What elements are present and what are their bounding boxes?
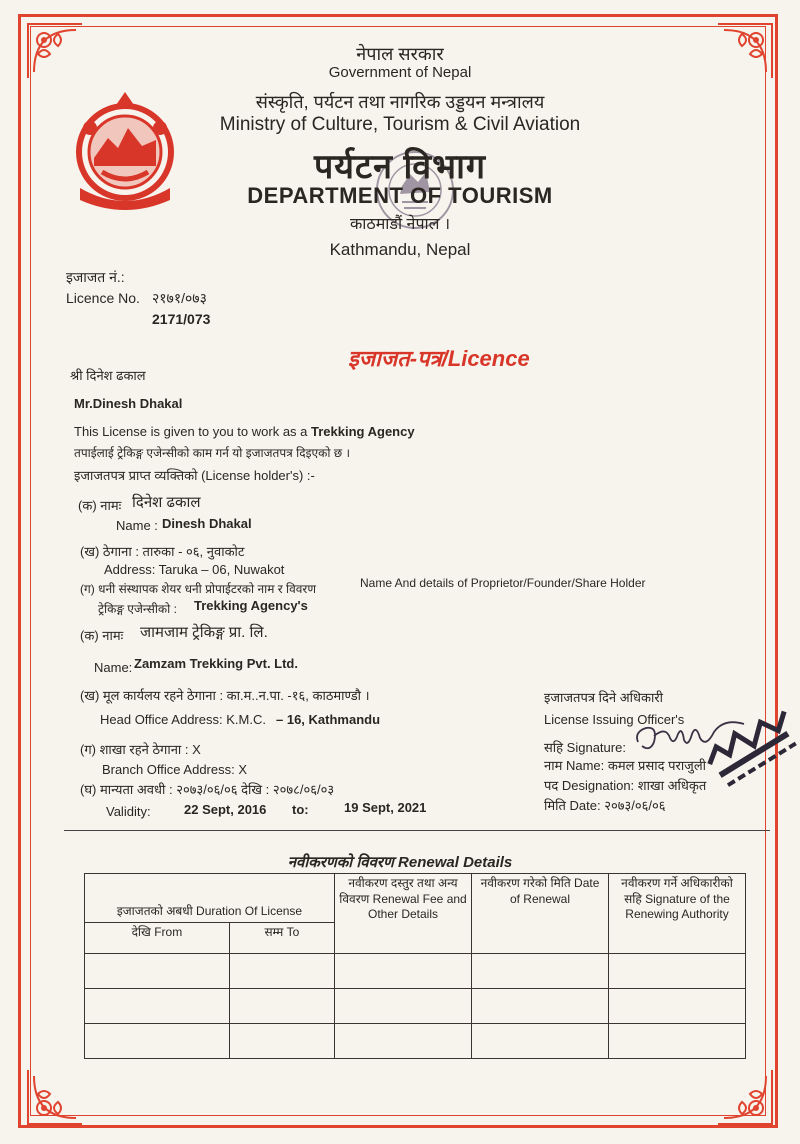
given-statement-np: तपाईलाई ट्रेकिङ्ग एजेन्सीको काम गर्न यो इजाजतपत्र दिइएको छ । bbox=[74, 446, 351, 460]
field-head-office-value: – 16, Kathmandu bbox=[276, 712, 381, 727]
department-name-np: पर्यटन विभाग bbox=[313, 148, 487, 186]
renewal-col-sign: नवीकरण गर्ने अधिकारीको सहि Signature of the Renewing Authority bbox=[609, 874, 746, 954]
field-ka-name-np: दिनेश ढकाल bbox=[132, 494, 201, 511]
table-row bbox=[85, 954, 746, 989]
given-statement-prefix: This License is given to you to work as a bbox=[74, 424, 308, 439]
renewal-col-date: नवीकरण गरेको मिति Date of Renewal bbox=[472, 874, 609, 954]
licence-title-np: इजाजत-पत्र bbox=[348, 346, 442, 371]
licence-no-label-en: Licence No. bbox=[66, 290, 140, 306]
section-divider bbox=[64, 830, 770, 831]
officer-signature-label: सहि Signature: bbox=[544, 740, 626, 755]
govt-name-np: नेपाल सरकार bbox=[356, 44, 444, 64]
field-address-en: Address: Taruka – 06, Nuwakot bbox=[104, 562, 285, 577]
field-branch-np: (ग) शाखा रहने ठेगाना : X bbox=[80, 742, 201, 757]
renewal-col-from: देखि From bbox=[85, 923, 230, 954]
field-validity-to-label: to: bbox=[292, 802, 309, 817]
licence-title-en: /Licence bbox=[441, 346, 530, 371]
field-branch-en: Branch Office Address: X bbox=[102, 762, 247, 777]
renewal-table bbox=[84, 873, 746, 1059]
holder-name-np: श्री दिनेश ढकाल bbox=[70, 368, 146, 383]
corner-ornament-icon bbox=[24, 1066, 86, 1128]
field-validity-label: Validity: bbox=[106, 804, 151, 819]
field-head-office-np: (ख) मूल कार्यलय रहने ठेगाना : का.म..न.पा. -१६, काठमाण्डौ । bbox=[80, 688, 370, 703]
licence-no-label-np: इजाजत नं.: bbox=[66, 269, 125, 285]
field-agency-np: ट्रेकिङ्ग एजेन्सीको : bbox=[98, 602, 177, 616]
licence-no-value-en: 2171/073 bbox=[152, 311, 211, 327]
table-row bbox=[85, 1024, 746, 1059]
holder-intro: इजाजतपत्र प्राप्त व्यक्तिको (License holder's) :- bbox=[74, 468, 315, 483]
corner-ornament-icon bbox=[714, 1066, 776, 1128]
field-ka-label: (क) नामः bbox=[78, 498, 122, 513]
field-agency-name-np: जामजाम ट्रेकिङ्ग प्रा. लि. bbox=[140, 624, 268, 641]
renewal-col-fee: नवीकरण दस्तुर तथा अन्य विवरण Renewal Fee and Other Details bbox=[335, 874, 472, 954]
govt-name-en: Government of Nepal bbox=[328, 64, 472, 81]
field-head-office-label: Head Office Address: K.M.C. bbox=[100, 712, 266, 727]
given-statement-role: Trekking Agency bbox=[311, 424, 415, 439]
city-np: काठमाडौं नेपाल । bbox=[349, 216, 451, 233]
renewal-title: नवीकरणको विवरण Renewal Details bbox=[287, 854, 513, 871]
licence-title bbox=[348, 343, 530, 373]
field-owner-en: Name And details of Proprietor/Founder/Share Holder bbox=[360, 576, 646, 590]
field-name-en: Dinesh Dhakal bbox=[162, 516, 252, 531]
field-name2-label: Name: bbox=[94, 660, 133, 675]
officer-title-en: License Issuing Officer's bbox=[544, 712, 685, 727]
officer-designation: पद Designation: शाखा अधिकृत bbox=[544, 778, 707, 793]
renewal-col-duration: इजाजतको अबधी Duration Of License bbox=[85, 874, 335, 923]
field-validity-np: (घ) मान्यता अवधी : २०७३/०६/०६ देखि : २०७८/०६/०३ bbox=[80, 782, 335, 797]
field-address-np: (ख) ठेगाना : तारुका - ०६, नुवाकोट bbox=[80, 544, 245, 559]
officer-title-np: इजाजतपत्र दिने अधिकारी bbox=[544, 690, 664, 705]
renewal-col-to: सम्म To bbox=[229, 923, 334, 954]
department-name-en: DEPARTMENT OF TOURISM bbox=[247, 183, 553, 208]
renewal-header-row bbox=[85, 874, 746, 923]
licence-no-value-np: २१७१/०७३ bbox=[152, 290, 207, 306]
table-row bbox=[85, 989, 746, 1024]
field-agency-en: Trekking Agency's bbox=[194, 598, 308, 613]
field-owner-np: (ग) धनी संस्थापक शेयर धनी प्रोपाईटरको नाम र विवरण bbox=[80, 582, 317, 596]
field-name-label: Name : bbox=[116, 518, 158, 533]
ministry-name-np: संस्कृति, पर्यटन तथा नागरिक उड्डयन मन्त्रालय bbox=[255, 92, 545, 112]
holder-name-en: Mr.Dinesh Dhakal bbox=[74, 396, 183, 411]
officer-name: नाम Name: कमल प्रसाद पराजुली bbox=[544, 758, 707, 773]
ministry-name-en: Ministry of Culture, Tourism & Civil Aviation bbox=[219, 114, 581, 135]
field-validity-to: 19 Sept, 2021 bbox=[344, 800, 427, 815]
field-ka2-label: (क) नामः bbox=[80, 628, 124, 643]
officer-date: मिति Date: २०७३/०६/०६ bbox=[544, 798, 666, 813]
given-statement-en bbox=[74, 424, 415, 439]
city-en: Kathmandu, Nepal bbox=[329, 240, 471, 259]
field-validity-from: 22 Sept, 2016 bbox=[184, 802, 267, 817]
field-agency-name-en: Zamzam Trekking Pvt. Ltd. bbox=[134, 656, 298, 671]
